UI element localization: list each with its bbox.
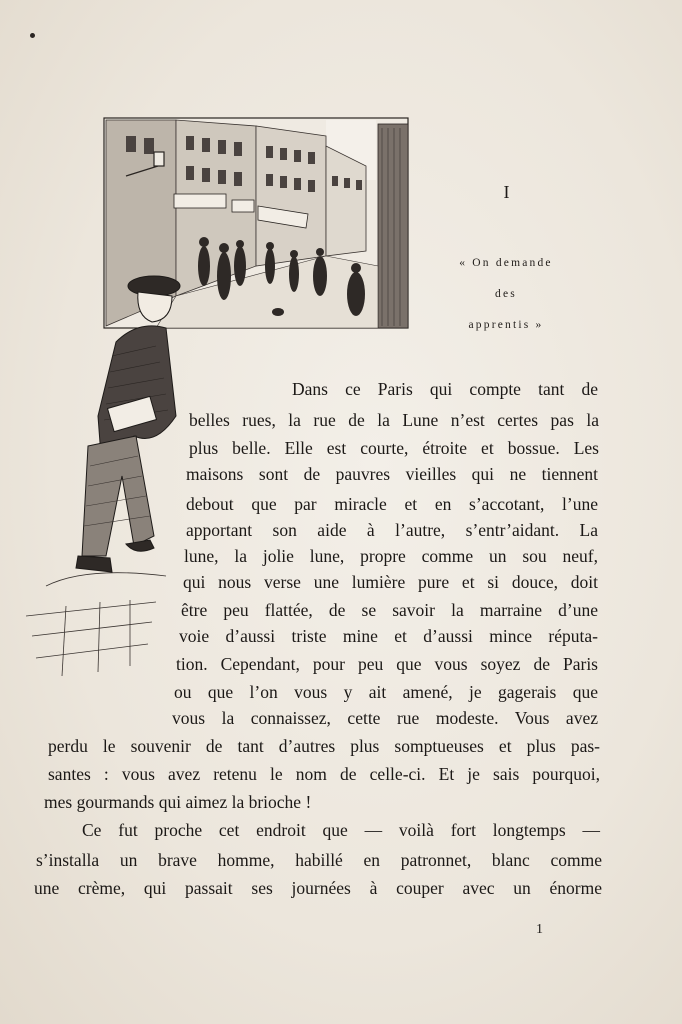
body-line-8: qui nous verse une lumière pure et si douce, doit	[183, 572, 598, 592]
ink-spot	[30, 33, 35, 38]
body-line-19: une crème, qui passait ses journées à couper avec un énorme	[34, 878, 602, 898]
body-line-18: s’installa un brave homme, habillé en patronnet, blanc comme	[36, 850, 602, 870]
body-line-4: maisons sont de pauvres vieilles qui ne tiennent	[186, 464, 598, 484]
body-line-10: voie d’aussi triste mine et d’aussi mince réputa-	[179, 626, 598, 646]
body-line-15: santes : vous avez retenu le nom de celle-ci. Et je sais pourquoi,	[48, 764, 600, 784]
chapter-number: I	[503, 182, 511, 202]
body-line-2: belles rues, la rue de la Lune n’est certes pas la	[189, 410, 599, 430]
body-line-11: tion. Cependant, pour peu que vous soyez de Paris	[176, 654, 598, 674]
body-line-16: mes gourmands qui aimez la brioche !	[44, 792, 312, 812]
body-line-1: Dans ce Paris qui compte tant de	[292, 379, 598, 399]
page-number: 1	[536, 922, 543, 937]
body-line-17: Ce fut proche cet endroit que — voilà fort longtemps —	[82, 820, 600, 840]
body-line-7: lune, la jolie lune, propre comme un sou neuf,	[184, 546, 598, 566]
body-line-9: être peu flattée, de se savoir la marraine d’une	[181, 600, 598, 620]
body-line-12: ou que l’on vous y ait amené, je gagerais que	[174, 682, 598, 702]
body-line-5: debout que par miracle et en s’accotant, l’une	[186, 494, 598, 514]
chapter-title-line-3: apprentis »	[468, 319, 544, 331]
body-line-6: apportant son aide à l’autre, s’entr’aidant. La	[186, 520, 598, 540]
chapter-title-line-2: des	[495, 288, 517, 300]
chapter-title-line-1: « On demande	[459, 257, 553, 269]
body-line-13: vous la connaissez, cette rue modeste. Vous avez	[172, 708, 598, 728]
chapter-title	[420, 248, 592, 341]
body-line-3: plus belle. Elle est courte, étroite et bossue. Les	[189, 438, 599, 458]
body-line-14: perdu le souvenir de tant d’autres plus somptueuses et plus pas-	[48, 736, 600, 756]
